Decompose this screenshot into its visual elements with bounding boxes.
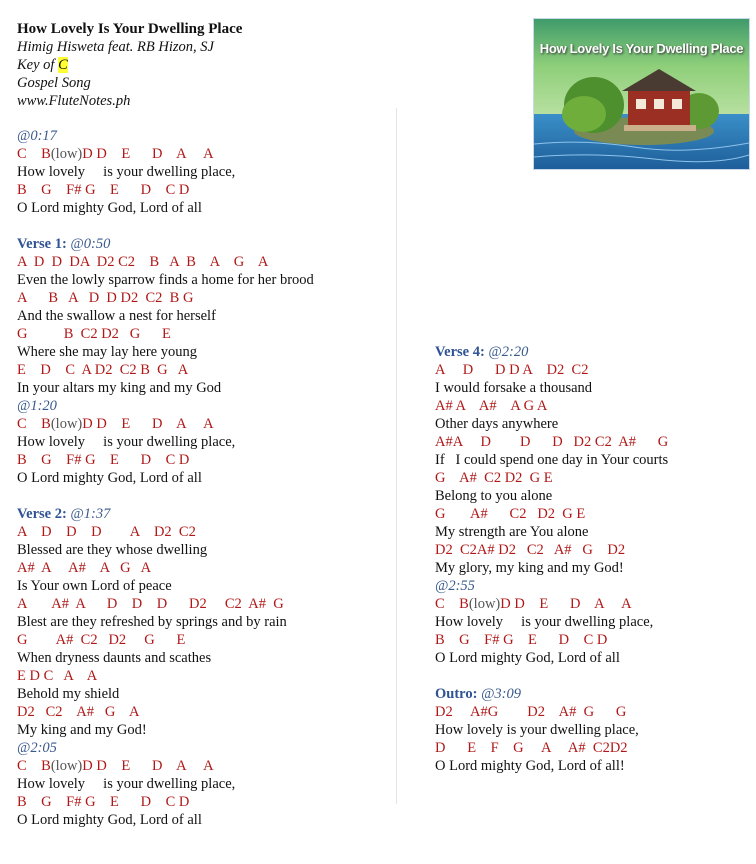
section-label: Outro: <box>435 686 482 702</box>
right-column <box>435 343 668 775</box>
low-octave-marker: (low) <box>50 416 83 432</box>
lyric-line: Where she may lay here young <box>17 344 197 360</box>
notes-line: E D C A A <box>17 668 98 684</box>
section-heading <box>435 685 668 703</box>
notes-line: G A# C2 D2 G E <box>17 632 186 648</box>
low-octave-marker: (low) <box>50 146 83 162</box>
low-octave-marker: (low) <box>468 596 501 612</box>
notes-line: A#A D D D D2 C2 A# G <box>435 434 669 450</box>
lyric-line: How lovely is your dwelling place, <box>435 722 639 738</box>
lyric-line: Other days anywhere <box>435 416 559 432</box>
timestamp: @2:55 <box>435 578 475 594</box>
notes-line <box>435 595 668 613</box>
lyric-line: Even the lowly sparrow finds a home for her brood <box>17 272 314 288</box>
lyric-line: Behold my shield <box>17 686 120 702</box>
song-header <box>17 20 242 110</box>
timestamp: @0:17 <box>17 128 57 144</box>
notes-line: A A# A D D D D2 C2 A# G <box>17 596 284 612</box>
song-genre: Gospel Song <box>17 75 91 91</box>
lyric-line: Blessed are they whose dwelling <box>17 542 208 558</box>
section-timestamp: @1:37 <box>70 506 111 522</box>
notes-text: D D E D A A <box>82 758 214 774</box>
lyric-line: Is Your own Lord of peace <box>17 578 172 594</box>
notes-line: D2 A#G D2 A# G G <box>435 704 627 720</box>
notes-line: G A# C2 D2 G E <box>435 470 553 486</box>
section-timestamp: @3:09 <box>481 686 521 702</box>
notes-text: C B <box>17 146 51 162</box>
lyric-line: O Lord mighty God, Lord of all! <box>435 758 625 774</box>
section-heading <box>435 343 668 361</box>
section-timestamp: @0:50 <box>70 236 111 252</box>
notes-line: D2 C2 A# G A <box>17 704 140 720</box>
lyric-line: My glory, my king and my God! <box>435 560 624 576</box>
section-heading <box>17 505 314 523</box>
lyric-line: My king and my God! <box>17 722 147 738</box>
notes-line: A B A D D D2 C2 B G <box>17 290 194 306</box>
notes-line: E D C A D2 C2 B G A <box>17 362 189 378</box>
lyric-line: When dryness daunts and scathes <box>17 650 212 666</box>
notes-text: D D E D A A <box>82 416 214 432</box>
notes-line: B G F# G E D C D <box>17 794 190 810</box>
notes-line: A# A A# A G A <box>17 560 152 576</box>
lyric-line: O Lord mighty God, Lord of all <box>17 470 202 486</box>
notes-line: A D D DA D2 C2 B A B A G A <box>17 254 269 270</box>
notes-line: B G F# G E D C D <box>435 632 608 648</box>
notes-line: A# A A# A G A <box>435 398 548 414</box>
lyric-line: O Lord mighty God, Lord of all <box>17 812 202 828</box>
lyric-line: If I could spend one day in Your courts <box>435 452 669 468</box>
section-timestamp: @2:20 <box>488 344 529 360</box>
notes-line: G A# C2 D2 G E <box>435 506 586 522</box>
notes-line: B G F# G E D C D <box>17 452 190 468</box>
lyric-line: How lovely is your dwelling place, <box>17 164 236 180</box>
lyric-line: Blest are they refreshed by springs and by rain <box>17 614 287 630</box>
thumbnail-caption: How Lovely Is Your Dwelling Place <box>539 41 744 56</box>
notes-line <box>17 757 314 775</box>
lyric-line: And the swallow a nest for herself <box>17 308 216 324</box>
lyric-line: O Lord mighty God, Lord of all <box>17 200 202 216</box>
notes-line <box>17 145 314 163</box>
lyric-line: Belong to you alone <box>435 488 553 504</box>
spacer <box>17 487 314 505</box>
notes-text: D D E D A A <box>500 596 632 612</box>
notes-line: A D D D A D2 C2 <box>435 362 589 378</box>
notes-line: G B C2 D2 G E <box>17 326 171 342</box>
section-label: Verse 1: <box>17 236 71 252</box>
section-heading <box>17 235 314 253</box>
notes-text: C B <box>17 416 51 432</box>
lyric-line: I would forsake a thousand <box>435 380 593 396</box>
song-thumbnail <box>533 18 750 170</box>
song-title: How Lovely Is Your Dwelling Place <box>17 21 243 37</box>
section-label: Verse 4: <box>435 344 489 360</box>
notes-line: A D D D A D2 C2 <box>17 524 196 540</box>
lyric-line: How lovely is your dwelling place, <box>17 434 236 450</box>
notes-text: C B <box>435 596 469 612</box>
lyric-line: How lovely is your dwelling place, <box>435 614 654 630</box>
key-value: C <box>58 57 68 73</box>
lyric-line: My strength are You alone <box>435 524 589 540</box>
notes-line: D E F G A A# C2D2 <box>435 740 628 756</box>
lyric-line: In your altars my king and my God <box>17 380 222 396</box>
lyric-line: How lovely is your dwelling place, <box>17 776 236 792</box>
notes-line: D2 C2A# D2 C2 A# G D2 <box>435 542 626 558</box>
spacer <box>435 667 668 685</box>
timestamp: @2:05 <box>17 740 57 756</box>
notes-text: D D E D A A <box>82 146 214 162</box>
left-column <box>17 127 314 829</box>
low-octave-marker: (low) <box>50 758 83 774</box>
column-divider <box>396 108 397 804</box>
section-label: Verse 2: <box>17 506 71 522</box>
spacer <box>17 217 314 235</box>
notes-line: B G F# G E D C D <box>17 182 190 198</box>
key-label: Key of <box>17 57 59 73</box>
song-key <box>17 56 242 74</box>
lyric-line: O Lord mighty God, Lord of all <box>435 650 620 666</box>
song-artist: Himig Hisweta feat. RB Hizon, SJ <box>17 39 214 55</box>
site-url: www.FluteNotes.ph <box>17 93 131 109</box>
notes-line <box>17 415 314 433</box>
notes-text: C B <box>17 758 51 774</box>
timestamp: @1:20 <box>17 398 57 414</box>
